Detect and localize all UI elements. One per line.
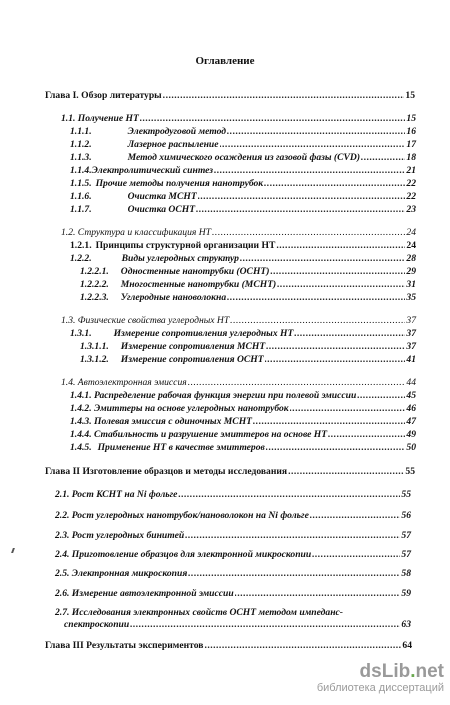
toc-page-number: 55 — [401, 489, 411, 500]
toc-entry-text — [55, 530, 184, 542]
toc-entry-label: 1.4.4. Стабильность и разрушение эмиттеров на основе НТ — [70, 429, 328, 440]
toc-leader-dots — [163, 90, 405, 102]
toc-entry-label: Электродуговой метод — [127, 126, 227, 137]
toc-entry[interactable] — [55, 588, 411, 600]
toc-entry-label: 1.4.1. Распределение рабочая функция энергии при полевой эмиссии — [70, 390, 357, 401]
toc-entry-number: 1.3.1.2. — [80, 354, 109, 365]
toc-leader-dots — [214, 165, 405, 177]
toc-entry[interactable] — [61, 315, 416, 327]
toc-entry-label: Многостенные нанотрубки (МСНТ) — [120, 279, 277, 290]
toc-page-number: 56 — [401, 510, 411, 521]
toc-entry[interactable] — [55, 530, 411, 542]
toc-entry-text — [70, 390, 356, 402]
toc-leader-dots — [312, 549, 400, 561]
toc-entry-label: 2.3. Рост углеродных бинитей — [55, 530, 185, 541]
toc-entry[interactable] — [55, 568, 411, 580]
toc-entry[interactable] — [45, 640, 412, 652]
toc-entry-number: 1.1.6. — [70, 191, 92, 202]
toc-leader-dots — [357, 390, 405, 402]
toc-leader-dots — [235, 588, 401, 600]
toc-page-number: 24 — [406, 240, 416, 251]
toc-entry-label: 2.7. Исследования электронных свойств ОСНТ методом импеданс- — [55, 607, 343, 618]
toc-entry[interactable] — [80, 266, 416, 278]
toc-entry[interactable] — [70, 139, 416, 151]
toc-entry-label: Лазерное распыление — [127, 139, 219, 150]
toc-entry-number: 1.2.2. — [70, 253, 92, 264]
toc-page-number: 37 — [406, 328, 416, 339]
toc-entry-label: Очистка МСНТ — [127, 191, 197, 202]
toc-entry[interactable] — [70, 126, 416, 138]
toc-page-number: 58 — [401, 568, 411, 579]
toc-leader-dots — [185, 530, 400, 542]
toc-entry-label: Виды углеродных структур — [121, 253, 239, 264]
toc-entry-text — [70, 178, 263, 190]
toc-entry[interactable] — [55, 607, 411, 619]
toc-entry[interactable] — [64, 619, 411, 631]
toc-page-number: 22 — [406, 178, 416, 189]
toc-entry[interactable] — [61, 377, 416, 389]
toc-entry-label: 2.6. Измерение автоэлектронной эмиссии — [55, 588, 234, 599]
toc-page-number: 31 — [406, 279, 416, 290]
toc-entry[interactable] — [80, 341, 416, 353]
toc-leader-dots — [227, 292, 405, 304]
toc-entry-label: Метод химического осаждения из газовой фазы (CVD) — [127, 152, 361, 163]
toc-entry-text — [55, 588, 234, 600]
toc-entry-label: Углеродные нановолокна — [120, 292, 227, 303]
toc-leader-dots — [196, 204, 405, 216]
toc-entry-text — [70, 442, 265, 454]
toc-entry-label: Очистка ОСНТ — [127, 204, 196, 215]
watermark-logo[interactable] — [317, 662, 444, 682]
toc-entry-text — [70, 240, 275, 252]
toc-entry-number: 1.2.2.1. — [80, 266, 109, 277]
toc-entry-text — [80, 266, 269, 278]
toc-leader-dots — [328, 429, 405, 441]
toc-leader-dots — [230, 315, 405, 327]
toc-entry-number: 1.1.1. — [70, 126, 92, 137]
toc-entry-label: Электролитический синтез — [91, 165, 214, 176]
toc-entry-text — [70, 139, 219, 151]
toc-page-number: 44 — [406, 377, 416, 388]
toc-entry-number: 1.1.2. — [70, 139, 92, 150]
toc-entry[interactable] — [55, 549, 411, 561]
toc-entry[interactable] — [55, 510, 411, 522]
toc-entry-number: 1.4.5. — [70, 442, 92, 453]
toc-page-number: 49 — [406, 429, 416, 440]
toc-entry[interactable] — [70, 416, 416, 428]
toc-entry-label: 1.4.2. Эмиттеры на основе углеродных нанотрубок — [70, 403, 289, 414]
toc-leader-dots — [277, 279, 405, 291]
toc-page-number: 23 — [406, 204, 416, 215]
toc-entry-number: 1.2.2.3. — [80, 292, 109, 303]
toc-page-number: 16 — [406, 126, 416, 137]
watermark — [317, 662, 444, 695]
toc-entry-text — [70, 253, 239, 265]
toc-leader-dots — [290, 403, 406, 415]
toc-entry-number: 1.1.5. — [70, 178, 92, 189]
toc-leader-dots — [240, 253, 405, 265]
toc-page-number: 57 — [401, 549, 411, 560]
toc-entry[interactable] — [61, 113, 416, 125]
toc-entry-text — [70, 191, 197, 203]
toc-entry-label: 2.1. Рост КСНТ на Ni фольге — [55, 489, 178, 500]
toc-entry[interactable] — [61, 227, 416, 239]
toc-entry-label: Принципы структурной организации НТ — [95, 240, 276, 251]
toc-entry-text — [80, 354, 264, 366]
toc-entry-label: Прочие методы получения нанотрубок — [95, 178, 264, 189]
toc-page-number: 45 — [406, 390, 416, 401]
toc-leader-dots — [188, 568, 400, 580]
toc-leader-dots — [188, 377, 406, 389]
toc-page-number: 57 — [401, 530, 411, 541]
toc-leader-dots — [266, 442, 406, 454]
toc-title: Оглавление — [195, 55, 255, 67]
toc-entry[interactable] — [70, 152, 416, 164]
toc-entry-text — [70, 429, 327, 441]
toc-page-number: 55 — [405, 466, 415, 477]
toc-entry-text — [70, 403, 289, 415]
toc-entry-label: 1.4.3. Полевая эмиссия с одиночных МСНТ — [70, 416, 253, 427]
toc-entry-label: Глава I. Обзор литературы — [45, 90, 162, 101]
toc-page-number: 47 — [406, 416, 416, 427]
logo-dot: . — [410, 661, 416, 682]
toc-entry[interactable] — [45, 466, 415, 478]
toc-entry[interactable] — [70, 442, 416, 454]
toc-entry[interactable] — [70, 240, 416, 252]
toc-page-number: 35 — [406, 292, 416, 303]
toc-entry-number: 1.3.1.1. — [80, 341, 109, 352]
toc-leader-dots — [198, 191, 406, 203]
toc-entry[interactable] — [55, 489, 411, 501]
toc-entry-text — [55, 549, 311, 561]
toc-entry-number: 1.1.4. — [70, 165, 92, 176]
margin-mark — [11, 548, 15, 553]
toc-leader-dots — [204, 640, 401, 652]
toc-entry-text — [61, 227, 211, 239]
toc-entry-number: 1.1.3. — [70, 152, 92, 163]
toc-entry-text — [55, 489, 177, 501]
logo-part-net: net — [415, 661, 444, 682]
toc-page-number: 18 — [406, 152, 416, 163]
toc-leader-dots — [227, 126, 405, 138]
toc-leader-dots — [266, 341, 405, 353]
toc-entry-number: 1.2.1. — [70, 240, 92, 251]
toc-leader-dots — [270, 266, 405, 278]
toc-page-number: 28 — [406, 253, 416, 264]
toc-entry[interactable] — [70, 204, 416, 216]
toc-page-number: 22 — [406, 191, 416, 202]
toc-entry-label: Применение НТ в качестве эмиттеров — [97, 442, 265, 453]
toc-leader-dots — [288, 466, 404, 478]
toc-entry-text — [45, 90, 162, 102]
toc-entry-text — [55, 568, 187, 580]
toc-entry-label: 1.4. Автоэлектронная эмиссия — [61, 377, 187, 388]
toc-entry-label: спектроскопии — [64, 619, 130, 630]
toc-page-number: 37 — [406, 315, 416, 326]
toc-page-number: 41 — [406, 354, 416, 365]
toc-entry-label: 2.2. Рост углеродных нанотрубок/нановолокон на Ni фольге — [55, 510, 309, 521]
toc-entry[interactable] — [70, 403, 416, 415]
toc-leader-dots — [294, 328, 405, 340]
toc-entry-text — [70, 328, 293, 340]
toc-entry-text — [70, 204, 195, 216]
toc-entry[interactable] — [70, 191, 416, 203]
toc-entry-label: Измерение сопротивления МСНТ — [120, 341, 266, 352]
toc-page-number: 63 — [401, 619, 411, 630]
toc-leader-dots — [361, 152, 405, 164]
toc-page-number: 37 — [406, 341, 416, 352]
toc-leader-dots — [253, 416, 405, 428]
toc-entry-text — [80, 292, 226, 304]
toc-page-number: 15 — [405, 90, 415, 101]
toc-entry-text — [61, 113, 139, 125]
toc-page-number: 59 — [401, 588, 411, 599]
toc-leader-dots — [140, 113, 406, 125]
toc-entry-text — [70, 416, 252, 428]
toc-page-number: 64 — [402, 640, 412, 651]
toc-entry[interactable] — [70, 328, 416, 340]
toc-entry-text — [70, 165, 213, 177]
toc-entry-label: 1.1. Получение НТ — [61, 113, 139, 124]
toc-page-number: 29 — [406, 266, 416, 277]
toc-entry[interactable] — [80, 292, 416, 304]
toc-page-number: 21 — [406, 165, 416, 176]
toc-leader-dots — [264, 178, 405, 190]
toc-entry[interactable] — [80, 354, 416, 366]
toc-entry[interactable] — [70, 165, 416, 177]
toc-entry[interactable] — [70, 253, 416, 265]
toc-entry-text — [61, 315, 229, 327]
toc-page-number: 17 — [406, 139, 416, 150]
toc-entry-text — [45, 640, 203, 652]
toc-entry-label: Глава III Результаты экспериментов — [45, 640, 204, 651]
toc-entry-label: 1.3. Физические свойства углеродных НТ — [61, 315, 230, 326]
toc-entry[interactable] — [70, 390, 416, 402]
watermark-tagline: библиотека диссертаций — [316, 682, 444, 694]
toc-leader-dots — [220, 139, 406, 151]
toc-entry-number: 1.2.2.2. — [80, 279, 109, 290]
toc-leader-dots — [265, 354, 406, 366]
toc-entry-text — [55, 510, 309, 522]
toc-entry[interactable] — [45, 90, 415, 102]
toc-entry-text — [70, 152, 360, 164]
toc-entry[interactable] — [80, 279, 416, 291]
toc-leader-dots — [212, 227, 405, 239]
toc-page-number: 24 — [406, 227, 416, 238]
toc-entry-label: Глава II Изготовление образцов и методы исследования — [45, 466, 288, 477]
toc-entry-number: 1.1.7. — [70, 204, 92, 215]
toc-entry-text — [55, 607, 343, 619]
toc-entry-text — [70, 126, 226, 138]
toc-entry[interactable] — [70, 429, 416, 441]
toc-entry-label: 2.5. Электронная микроскопия — [55, 568, 188, 579]
toc-entry-label: Одностенные нанотрубки (ОСНТ) — [120, 266, 270, 277]
toc-entry-label: 1.2. Структура и классификация НТ — [61, 227, 212, 238]
toc-leader-dots — [178, 489, 400, 501]
toc-entry-text — [45, 466, 287, 478]
toc-page-number: 46 — [406, 403, 416, 414]
toc-leader-dots — [310, 510, 401, 522]
toc-entry-label: Измерение сопротивления ОСНТ — [120, 354, 264, 365]
toc-entry[interactable] — [70, 178, 416, 190]
toc-entry-number: 1.3.1. — [70, 328, 92, 339]
toc-entry-text — [80, 341, 265, 353]
toc-entry-text — [61, 377, 187, 389]
logo-part-dslib: dsLib — [359, 661, 411, 682]
toc-leader-dots — [130, 619, 400, 631]
toc-page-number: 15 — [406, 113, 416, 124]
toc-entry-label: 2.4. Приготовление образцов для электронной микроскопии — [55, 549, 312, 560]
toc-page-number: 50 — [406, 442, 416, 453]
toc-entry-label: Измерение сопротивления углеродных НТ — [113, 328, 294, 339]
toc-leader-dots — [276, 240, 405, 252]
toc-entry-text — [64, 619, 129, 631]
toc-entry-text — [80, 279, 276, 291]
